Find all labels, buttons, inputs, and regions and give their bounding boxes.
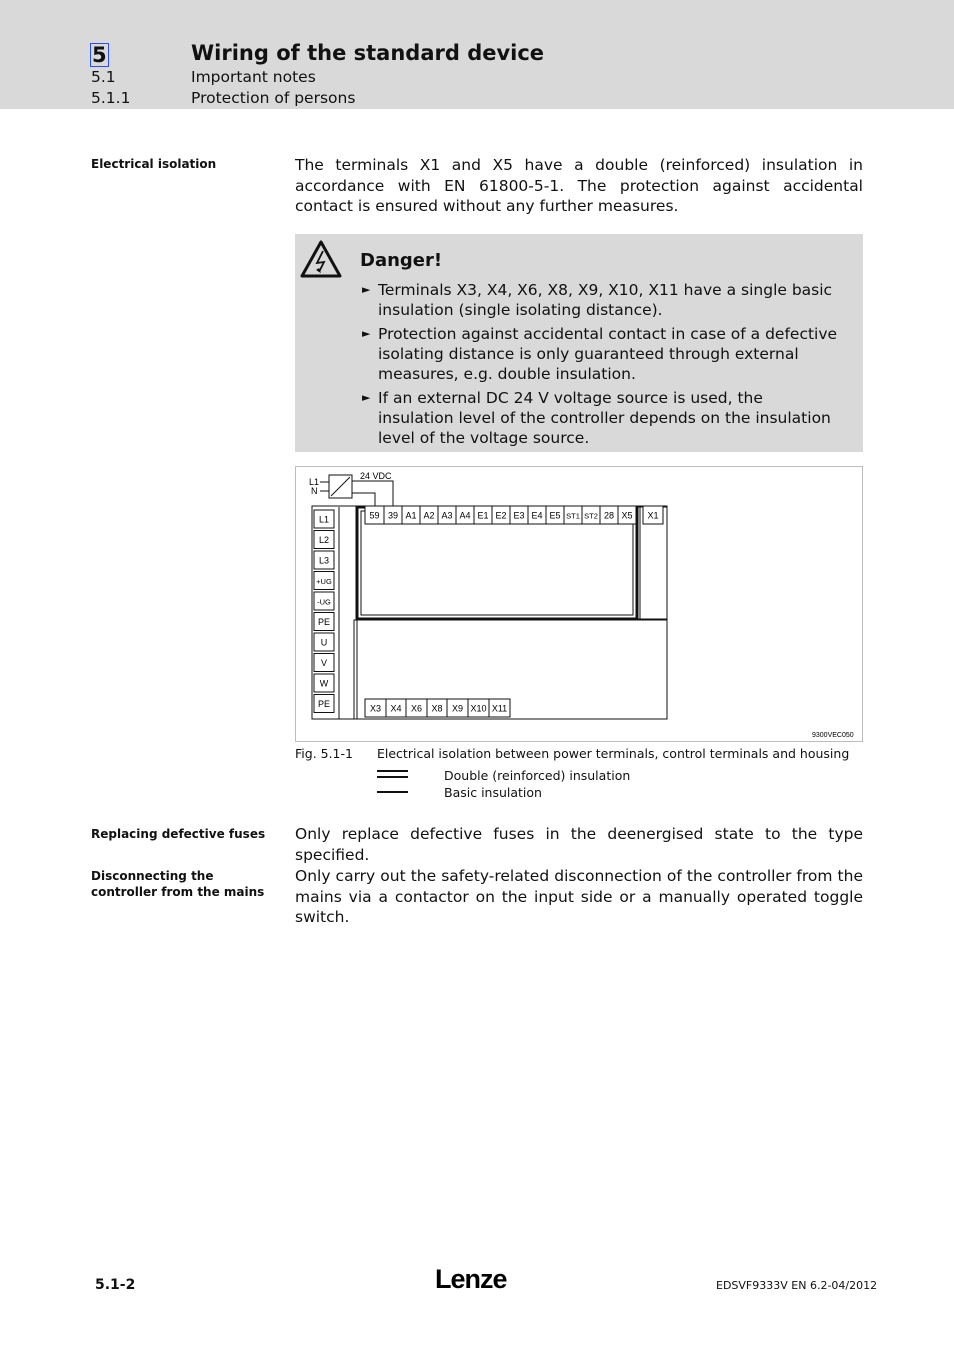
power-terminal-strip [314, 510, 334, 713]
control-terminal-strip [365, 506, 636, 524]
terminal-a1 [402, 506, 420, 524]
terminal-x8-label: X8 [431, 703, 443, 714]
danger-box [295, 234, 863, 452]
terminal-a1-label: A1 [405, 510, 417, 521]
disconnect-label: Disconnecting the controller from the mains [91, 869, 265, 899]
terminal-e2-label: E2 [495, 510, 507, 521]
terminal-59-label: 59 [369, 510, 380, 521]
electrical-isolation-text: The terminals X1 and X5 have a double (reinforced) insulation in accordance with EN 61800-5-1. The protection against accidental contact is ensured without any further measures. [295, 156, 863, 215]
chapter-title: Wiring of the standard device [191, 41, 545, 65]
terminal-x11 [489, 699, 510, 717]
terminal-x4 [386, 699, 406, 717]
power-terminal-8 [314, 674, 334, 692]
power-terminal-8-label: W [319, 678, 329, 689]
terminal-st1 [564, 506, 582, 524]
terminal-e3-label: E3 [513, 510, 525, 521]
terminal-x6-label: X6 [410, 703, 423, 714]
legend-double-insulation: Double (reinforced) insulation [444, 768, 631, 783]
fuses-label: Replacing defective fuses [91, 827, 266, 841]
bullet: ► [362, 283, 371, 296]
danger-item [362, 324, 842, 384]
legend-lines [376, 768, 410, 798]
terminal-st1-label: ST1 [566, 511, 580, 521]
power-terminal-7 [314, 654, 334, 672]
section-title: Important notes [191, 68, 316, 86]
terminal-x4-label: X4 [390, 703, 402, 714]
supply-label-l1: L1 [309, 477, 320, 487]
voltage-label: 24 VDC [360, 471, 392, 481]
terminal-x9 [447, 699, 468, 717]
bottom-terminal-strip [365, 699, 510, 717]
lenze-logo [435, 1263, 515, 1293]
page-header [0, 0, 954, 109]
terminal-a2 [420, 506, 438, 524]
terminal-a3 [438, 506, 456, 524]
supply-label-n: N [311, 486, 318, 496]
isolation-diagram-svg [296, 467, 862, 741]
power-terminal-9 [314, 695, 334, 713]
terminal-39-label: 39 [387, 510, 399, 521]
bullet: ► [362, 327, 371, 340]
terminal-28-label: 28 [603, 510, 615, 521]
power-terminal-7-label: V [320, 658, 328, 668]
danger-item-text: If an external DC 24 V voltage source is used, the insulation level of the controller depends on the insulation level of the voltage source. [378, 389, 831, 447]
terminal-x11-label: X11 [491, 703, 508, 714]
terminal-a4-label: A4 [459, 510, 471, 521]
danger-item [362, 280, 842, 320]
danger-item-text: Protection against accidental contact in case of a defective isolating distance is only guaranteed through external measures, e.g. double insulation. [378, 325, 838, 383]
x1-terminal [643, 506, 663, 524]
chapter-number[interactable]: 5 [92, 43, 107, 67]
terminal-e5-label: E5 [549, 510, 561, 521]
power-terminal-4 [314, 592, 334, 610]
terminal-x3 [365, 699, 386, 717]
power-terminal-2 [314, 551, 334, 569]
figure-caption-number: Fig. 5.1-1 [295, 746, 353, 761]
fuses-text: Only replace defective fuses in the deenergised state to the type specified. [295, 825, 863, 864]
svg-text:Lenze: Lenze [435, 1264, 507, 1293]
terminal-x10-label: X10 [470, 703, 487, 714]
terminal-e1 [474, 506, 492, 524]
terminal-e2 [492, 506, 510, 524]
disconnect-text: Only carry out the safety-related disconnection of the controller from the mains via a contactor on the input side or a manually operated toggle switch. [295, 867, 863, 926]
electrical-isolation-label: Electrical isolation [91, 157, 217, 171]
terminal-e4-label: E4 [531, 510, 543, 521]
terminal-x5 [618, 506, 636, 524]
danger-title: Danger! [360, 250, 443, 271]
power-terminal-9-label: PE [317, 699, 331, 709]
bullet: ► [362, 391, 371, 404]
subsection-number: 5.1.1 [91, 89, 131, 107]
terminal-e4 [528, 506, 546, 524]
power-terminal-6 [314, 633, 334, 651]
terminal-x10 [468, 699, 489, 717]
terminal-x9-label: X9 [451, 703, 464, 714]
terminal-39 [384, 506, 402, 524]
power-terminal-0-label: L1 [318, 514, 330, 525]
power-terminal-4-label: -UG [317, 597, 331, 607]
terminal-59 [365, 506, 384, 524]
legend-basic-insulation: Basic insulation [444, 785, 542, 800]
danger-item [362, 388, 842, 448]
power-terminal-5 [314, 613, 334, 631]
terminal-e5 [546, 506, 564, 524]
terminal-x5-label: X5 [621, 510, 633, 521]
terminal-a2-label: A2 [423, 510, 435, 521]
warning-high-voltage-icon [300, 240, 342, 278]
terminal-28 [600, 506, 618, 524]
terminal-x1-label: X1 [647, 510, 659, 521]
terminal-e3 [510, 506, 528, 524]
isolation-diagram [295, 466, 863, 742]
subsection-title: Protection of persons [191, 89, 356, 107]
terminal-st2 [582, 506, 600, 524]
figure-code: 9300VEC050 [812, 732, 854, 739]
power-terminal-6-label: U [320, 637, 328, 648]
terminal-st2-label: ST2 [584, 511, 598, 521]
figure-caption-text: Electrical isolation between power terminals, control terminals and housing [377, 746, 850, 761]
terminal-a4 [456, 506, 474, 524]
document-id: EDSVF9333V EN 6.2-04/2012 [716, 1279, 878, 1292]
power-terminal-3 [314, 572, 334, 590]
power-terminal-0 [314, 510, 334, 528]
terminal-e1-label: E1 [477, 510, 489, 521]
power-terminal-3-label: +UG [316, 577, 332, 586]
terminal-x3-label: X3 [369, 703, 382, 714]
danger-item-text: Terminals X3, X4, X6, X8, X9, X10, X11 have a single basic insulation (single isolating distance). [378, 281, 833, 319]
terminal-x1 [643, 506, 663, 524]
power-terminal-1-label: L2 [318, 535, 330, 545]
terminal-a3-label: A3 [441, 510, 453, 521]
danger-list [362, 280, 842, 452]
section-number: 5.1 [91, 68, 116, 86]
power-terminal-1 [314, 531, 334, 549]
power-terminal-5-label: PE [317, 617, 331, 627]
page-number: 5.1-2 [95, 1277, 136, 1293]
terminal-x6 [406, 699, 427, 717]
terminal-x8 [427, 699, 447, 717]
power-terminal-2-label: L3 [318, 555, 330, 566]
